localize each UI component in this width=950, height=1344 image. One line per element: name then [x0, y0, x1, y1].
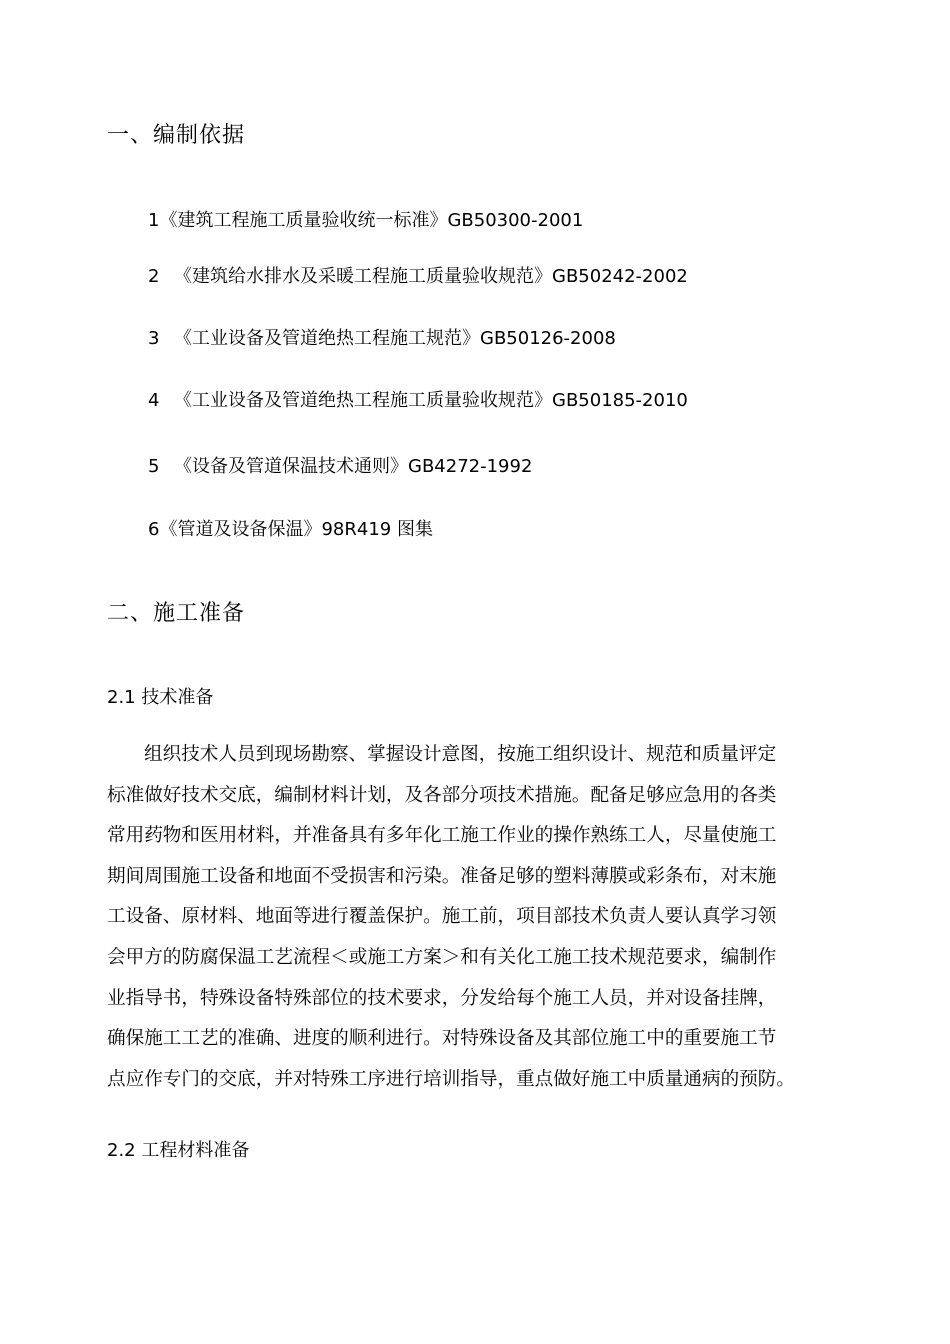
subsection-heading-technical: 2.1 技术准备	[107, 687, 214, 708]
reference-number: 4	[148, 390, 160, 411]
reference-text: 《工业设备及管道绝热工程施工规范》GB50126-2008	[174, 328, 616, 349]
paragraph-line: 业指导书，特殊设备特殊部位的技术要求，分发给每个施工人员，并对设备挂牌，	[107, 987, 777, 1009]
paragraph-line: 组织技术人员到现场勘察、掌握设计意图，按施工组织设计、规范和质量评定	[144, 744, 777, 765]
reference-item-6	[148, 515, 433, 541]
paragraph-line: 常用药物和医用材料，并准备具有多年化工施工作业的操作熟练工人，尽量使施工	[107, 825, 777, 847]
paragraph-line: 点应作专门的交底，并对特殊工序进行培训指导，重点做好施工中质量通病的预防。	[107, 1068, 795, 1090]
reference-item-4	[148, 386, 688, 412]
reference-text: 《工业设备及管道绝热工程施工质量验收规范》GB50185-2010	[174, 390, 688, 411]
reference-text: 《管道及设备保温》98R419 图集	[159, 519, 433, 540]
paragraph-line: 会甲方的防腐保温工艺流程＜或施工方案＞和有关化工施工技术规范要求，编制作	[107, 946, 777, 968]
paragraph-line: 确保施工工艺的准确、进度的顺利进行。对特殊设备及其部位施工中的重要施工节	[107, 1028, 777, 1050]
technical-preparation-paragraph	[107, 735, 849, 1100]
reference-item-1	[148, 206, 583, 232]
reference-item-3	[148, 324, 616, 350]
reference-number: 1	[148, 210, 160, 231]
paragraph-line: 工设备、原材料、地面等进行覆盖保护。施工前，项目部技术负责人要认真学习领	[107, 906, 777, 928]
section-heading-preparation: 二、施工准备	[107, 601, 246, 626]
reference-number: 5	[148, 456, 160, 477]
reference-text: 《建筑工程施工质量验收统一标准》GB50300-2001	[159, 210, 584, 231]
paragraph-line: 标准做好技术交底，编制材料计划，及各部分项技术措施。配备足够应急用的各类	[107, 784, 777, 806]
section-heading-basis: 一、编制依据	[107, 123, 246, 148]
paragraph-line: 期间周围施工设备和地面不受损害和污染。准备足够的塑料薄膜或彩条布，对末施	[107, 865, 777, 887]
reference-text: 《设备及管道保温技术通则》GB4272-1992	[174, 456, 533, 477]
reference-number: 6	[148, 519, 160, 540]
subsection-heading-materials: 2.2 工程材料准备	[107, 1140, 250, 1161]
reference-item-5	[148, 452, 532, 478]
reference-number: 2	[148, 266, 160, 287]
reference-text: 《建筑给水排水及采暖工程施工质量验收规范》GB50242-2002	[174, 266, 688, 287]
reference-number: 3	[148, 328, 160, 349]
reference-item-2	[148, 262, 688, 288]
